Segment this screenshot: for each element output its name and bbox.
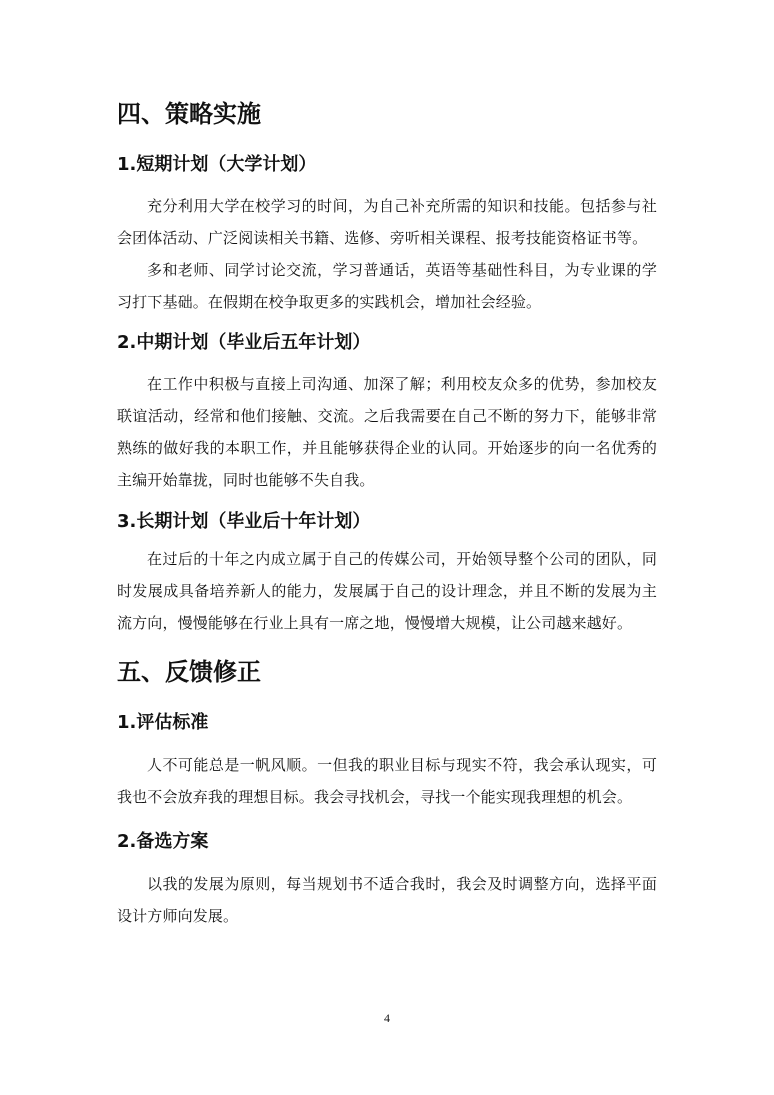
short-term-paragraph-1: 充分利用大学在校学习的时间，为自己补充所需的知识和技能。包括参与社会团体活动、广泛阅读相关书籍、选修、旁听相关课程、报考技能资格证书等。 bbox=[117, 197, 657, 247]
short-term-plan-heading: 1.短期计划（大学计划） bbox=[117, 154, 317, 175]
evaluation-criteria-heading: 1.评估标准 bbox=[117, 712, 209, 733]
page-number: 4 bbox=[384, 1011, 390, 1025]
long-term-paragraph: 在过后的十年之内成立属于自己的传媒公司，开始领导整个公司的团队，同时发展成具备培养新人的能力，发展属于自己的设计理念，并且不断的发展为主流方向，慢慢能够在行业上具有一席之地，慢慢增大规模，让公司越来越好。 bbox=[117, 550, 657, 632]
section-4-title: 四、策略实施 bbox=[117, 100, 261, 128]
alternative-plan-paragraph: 以我的发展为原则，每当规划书不适合我时，我会及时调整方向，选择平面设计方师向发展。 bbox=[117, 875, 657, 925]
mid-term-paragraph: 在工作中积极与直接上司沟通、加深了解；利用校友众多的优势，参加校友联谊活动，经常和他们接触、交流。之后我需要在自己不断的努力下，能够非常熟练的做好我的本职工作，并且能够获得企业的认同。开始逐步的向一名优秀的主编开始靠拢，同时也能够不失自我。 bbox=[117, 375, 657, 489]
mid-term-plan-heading: 2.中期计划（毕业后五年计划） bbox=[117, 332, 371, 353]
long-term-plan-heading: 3.长期计划（毕业后十年计划） bbox=[117, 511, 371, 532]
section-5-title: 五、反馈修正 bbox=[117, 658, 261, 686]
alternative-plan-heading: 2.备选方案 bbox=[117, 831, 209, 852]
short-term-paragraph-2: 多和老师、同学讨论交流，学习普通话，英语等基础性科目，为专业课的学习打下基础。在假期在校争取更多的实践机会，增加社会经验。 bbox=[117, 261, 657, 311]
evaluation-criteria-paragraph: 人不可能总是一帆风顺。一但我的职业目标与现实不符，我会承认现实，可我也不会放弃我的理想目标。我会寻找机会，寻找一个能实现我理想的机会。 bbox=[117, 756, 657, 806]
